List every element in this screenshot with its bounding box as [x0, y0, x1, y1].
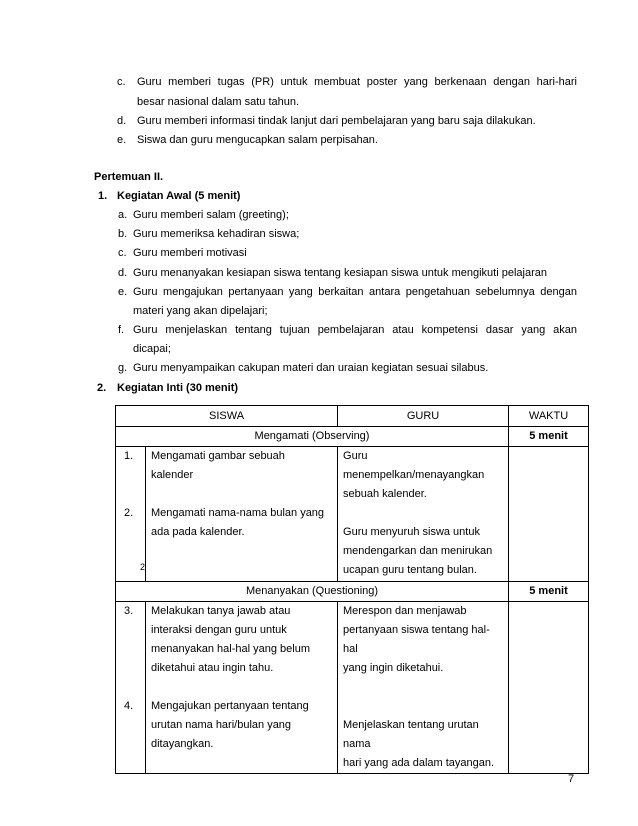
list-item-letter: e. — [118, 286, 128, 298]
section-time: 5 menit — [509, 582, 589, 602]
time-cell — [509, 447, 589, 582]
cell-line: ada pada kalender. — [151, 526, 245, 538]
list-item-text: Guru mengajukan pertanyaan yang berkaitan antara pengetahuan sebelumnya dengan — [133, 286, 577, 298]
cell-line: diketahui atau ingin tahu. — [151, 662, 274, 674]
cell-line: Mengamati nama-nama bulan yang — [151, 507, 325, 519]
cell-line: Guru menempelkan/menayangkan — [343, 450, 485, 481]
siswa-cell — [146, 447, 338, 582]
cell-line: sebuah kalender. — [343, 488, 427, 500]
cell-line: Guru menyuruh siswa untuk — [343, 526, 480, 538]
list-item-text: Guru memberi tugas (PR) untuk membuat poster yang berkenaan dengan hari-hari — [137, 76, 577, 88]
section-title: Kegiatan Inti (30 menit) — [117, 382, 239, 394]
list-item-text-cont: besar nasional dalam satu tahun. — [137, 96, 300, 108]
cell-line: pertanyaan siswa tentang hal-hal — [343, 624, 490, 655]
activity-table — [115, 405, 589, 774]
section-title-questioning: Menanyakan (Questioning) — [116, 582, 509, 602]
row-group-numbers — [116, 447, 146, 582]
cell-line: Mengajukan pertanyaan tentang — [151, 700, 309, 712]
cell-line: interaksi dengan guru untuk — [151, 624, 287, 636]
list-item-letter: g. — [118, 362, 128, 374]
column-header-siswa: SISWA — [116, 406, 338, 427]
list-item-letter: b. — [118, 228, 128, 240]
table-row — [116, 602, 589, 774]
cell-line: urutan nama hari/bulan yang — [151, 719, 292, 731]
cell-line: ditayangkan. — [151, 738, 214, 750]
row-number: 2. — [124, 507, 134, 519]
section-time: 5 menit — [509, 427, 589, 447]
cell-line: Menjelaskan tentang urutan nama — [343, 719, 479, 750]
list-item-text: Guru menjelaskan tentang tujuan pembelajaran atau kompetensi dasar yang akan — [133, 324, 577, 336]
list-item-text: Siswa dan guru mengucapkan salam perpisahan. — [137, 134, 378, 146]
guru-cell — [338, 602, 509, 774]
list-item-letter: c. — [118, 247, 127, 259]
list-item-text: Guru memberi informasi tindak lanjut dari pembelajaran yang baru saja dilakukan. — [137, 115, 536, 127]
column-header-waktu: WAKTU — [509, 406, 589, 427]
cell-line: kalender — [151, 469, 194, 481]
list-item-letter: c. — [117, 76, 126, 88]
list-item-letter: d. — [118, 267, 128, 279]
list-item-text: Guru memberi salam (greeting); — [133, 209, 289, 221]
section-title: Kegiatan Awal (5 menit) — [117, 190, 241, 202]
list-item-text: Guru menyampaikan cakupan materi dan uraian kegiatan sesuai silabus. — [133, 362, 489, 374]
list-item-text: Guru menanyakan kesiapan siswa tentang kesiapan siswa untuk mengikuti pelajaran — [133, 267, 547, 279]
section-title-observing: Mengamati (Observing) — [116, 427, 509, 447]
section-number: 2. — [97, 382, 107, 394]
list-item-letter: e. — [117, 134, 127, 146]
cell-line: hari yang ada dalam tayangan. — [343, 757, 495, 769]
table-row — [116, 447, 589, 582]
list-item-letter: d. — [117, 115, 127, 127]
section-header-row — [116, 427, 589, 447]
row-number: 3. — [124, 605, 134, 617]
row-number: 1. — [124, 450, 134, 462]
stray-mark: 2 — [140, 562, 146, 572]
list-item-text-cont: dicapai; — [133, 343, 171, 355]
list-item-text-cont: materi yang akan dipelajari; — [133, 305, 268, 317]
cell-line: Merespon dan menjawab — [343, 605, 467, 617]
meeting-title: Pertemuan II. — [94, 171, 164, 183]
siswa-cell — [146, 602, 338, 774]
cell-line: Melakukan tanya jawab atau — [151, 605, 291, 617]
section-number: 1. — [98, 190, 108, 202]
guru-cell — [338, 447, 509, 582]
list-item-letter: a. — [118, 209, 128, 221]
cell-line: ucapan guru tentang bulan. — [343, 564, 477, 576]
time-cell — [509, 602, 589, 774]
page-number: 7 — [568, 773, 575, 785]
list-item-letter: f. — [118, 324, 125, 336]
row-group-numbers — [116, 602, 146, 774]
list-item-text: Guru memberi motivasi — [133, 247, 247, 259]
cell-line: mendengarkan dan menirukan — [343, 545, 493, 557]
section-header-row — [116, 582, 589, 602]
row-number: 4. — [124, 700, 134, 712]
cell-line: Mengamati gambar sebuah — [151, 450, 285, 462]
column-header-guru: GURU — [338, 406, 509, 427]
list-item-text: Guru memeriksa kehadiran siswa; — [133, 228, 300, 240]
cell-line: menanyakan hal-hal yang belum — [151, 643, 310, 655]
table-header-row — [116, 406, 589, 427]
cell-line: yang ingin diketahui. — [343, 662, 444, 674]
